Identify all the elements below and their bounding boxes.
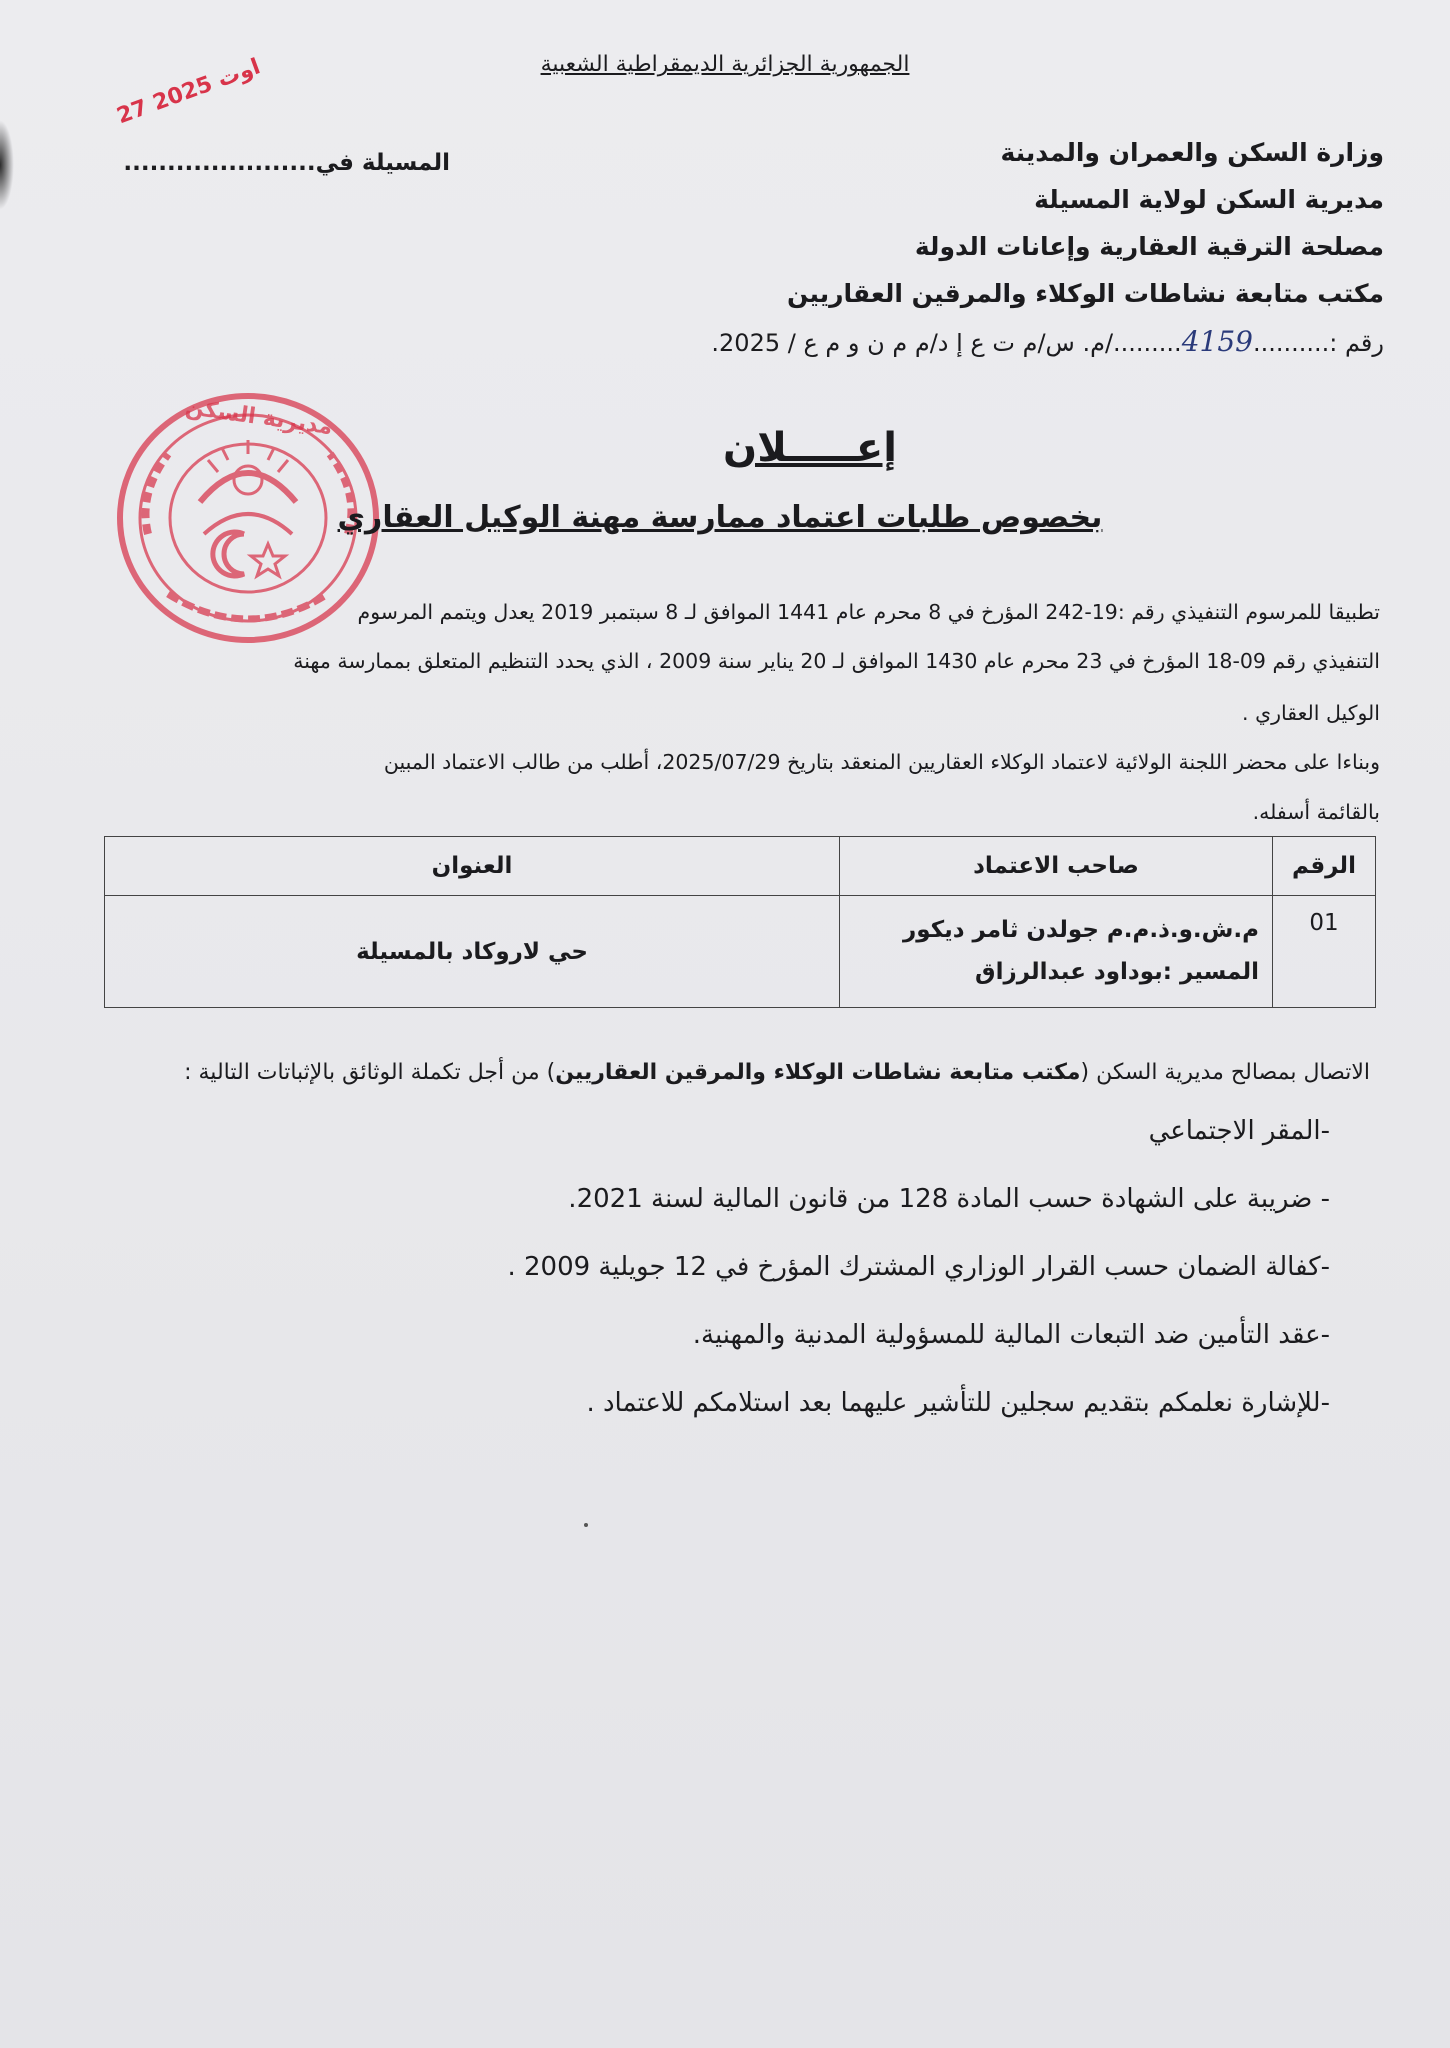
header-owner: صاحب الاعتماد — [840, 837, 1273, 896]
handwritten-date: 27 اوت 2025 — [113, 54, 264, 130]
announcement-title: إعـــــلان — [723, 425, 897, 471]
list-item: - ضريبة على الشهادة حسب المادة 128 من قانون المالية لسنة 2021. — [568, 1184, 1330, 1214]
reference-suffix: ........./م. س/م ت ع إ د/م م ن و م ع / 2025. — [711, 329, 1182, 357]
agents-table — [104, 836, 1376, 1008]
reference-line — [711, 325, 1384, 358]
paragraph-line: تطبيقا للمرسوم التنفيذي رقم :19-242 المؤرخ في 8 محرم عام 1441 الموافق لـ 8 سبتمبر 2019 يعدل ويتمم المرسوم — [357, 600, 1380, 624]
announcement-subtitle: بخصوص طلبات اعتماد ممارسة مهنة الوكيل العقاري — [337, 500, 1103, 535]
row-owner — [840, 896, 1273, 1008]
intro-end: ) من أجل تكملة الوثائق بالإثباتات التالية : — [184, 1060, 556, 1085]
list-item: -كفالة الضمان حسب القرار الوزاري المشترك المؤرخ في 12 جويلية 2009 . — [507, 1252, 1330, 1282]
service-line: مصلحة الترقية العقارية وإعانات الدولة — [914, 232, 1384, 261]
paragraph-line: التنفيذي رقم 09-18 المؤرخ في 23 محرم عام 1430 الموافق لـ 20 يناير سنة 2009 ، الذي يحدد التنظيم المتعلق بممارسة مهنة — [293, 649, 1380, 673]
office-line: مكتب متابعة نشاطات الوكلاء والمرقين العقاريين — [787, 279, 1384, 308]
republic-heading: الجمهورية الجزائرية الديمقراطية الشعبية — [540, 52, 910, 77]
ink-dot — [584, 1523, 588, 1527]
place-date-line: المسيلة في...................... — [123, 150, 450, 176]
seal-label: مديرية السكن — [183, 394, 335, 441]
list-item: -المقر الاجتماعي — [1148, 1116, 1330, 1146]
reference-number: 4159 — [1181, 325, 1253, 358]
paragraph-line: وبناءا على محضر اللجنة الولائية لاعتماد الوكلاء العقاريين المنعقد بتاريخ 2025/07/29، أطلب من طالب الاعتماد المبين — [383, 750, 1380, 774]
ministry-line: وزارة السكن والعمران والمدينة — [1000, 138, 1384, 167]
paragraph-line: الوكيل العقاري . — [1242, 701, 1380, 725]
directorate-line: مديرية السكن لولاية المسيلة — [1034, 185, 1384, 214]
list-item: -للإشارة نعلمكم بتقديم سجلين للتأشير عليهما بعد استلامكم للاعتماد . — [586, 1388, 1330, 1418]
letterhead — [711, 138, 1384, 378]
paragraph-line: بالقائمة أسفله. — [1252, 800, 1380, 824]
page-edge-shadow — [0, 120, 14, 210]
reference-prefix: رقم :.......... — [1252, 329, 1384, 357]
owner-company: م.ش.و.ذ.م.م جولدن ثامر ديكور — [903, 917, 1259, 944]
list-item: -عقد التأمين ضد التبعات المالية للمسؤولية المدنية والمهنية. — [692, 1320, 1330, 1350]
table-header-row — [105, 837, 1376, 896]
requirements-list — [230, 1118, 1330, 1458]
header-number: الرقم — [1273, 837, 1376, 896]
header-address: العنوان — [105, 837, 840, 896]
intro-start: الاتصال بمصالح مديرية السكن ( — [1080, 1060, 1370, 1085]
table-row — [105, 896, 1376, 1008]
row-address: حي لاروكاد بالمسيلة — [105, 896, 840, 1008]
owner-manager: المسير :بوداود عبدالرزاق — [975, 958, 1259, 985]
row-number: 01 — [1273, 896, 1376, 1008]
intro-office: مكتب متابعة نشاطات الوكلاء والمرقين العقاريين — [555, 1060, 1081, 1085]
requirements-intro — [80, 1060, 1370, 1085]
